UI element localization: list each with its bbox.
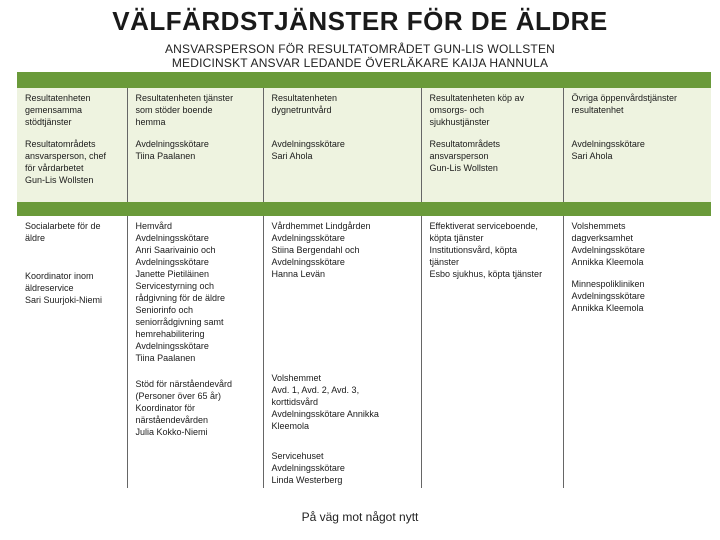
- unit-text: [272, 372, 417, 432]
- text-line: hemrehabilitering: [135, 329, 205, 339]
- responsible-text: [272, 138, 417, 162]
- text-line: Effektiverat serviceboende,: [429, 221, 538, 231]
- responsible-cell: [17, 134, 127, 202]
- text-line: Koordinator inom: [25, 271, 94, 281]
- text-line: Avdelningsskötare: [135, 139, 209, 149]
- text-line: Avdelningsskötare Annikka: [271, 409, 379, 419]
- text-line: Esbo sjukhus, köpta tjänster: [429, 269, 543, 279]
- text-line: stödtjänster: [25, 117, 72, 127]
- unit-text: [136, 220, 259, 364]
- units-cell: [421, 216, 563, 488]
- text-line: Sari Suurjoki-Niemi: [25, 295, 103, 305]
- text-line: Tiina Paalanen: [135, 151, 196, 161]
- text-line: Hanna Levän: [271, 269, 326, 279]
- text-line: ansvarsperson: [429, 151, 489, 161]
- header-cell-text: [25, 92, 123, 128]
- text-line: (Personer över 65 år): [135, 391, 222, 401]
- subtitle-line-2: MEDICINSKT ANSVAR LEDANDE ÖVERLÄKARE KAIJA HANNULA: [171, 56, 549, 70]
- footer-slogan: På väg mot något nytt: [301, 510, 419, 524]
- text-line: Minnespolikliniken: [571, 279, 645, 289]
- text-line: Gun-Lis Wollsten: [429, 163, 498, 173]
- responsible-cell: [563, 134, 711, 202]
- units-cell: [263, 216, 421, 488]
- unit-text: [136, 378, 259, 438]
- text-line: resultatenhet: [571, 105, 624, 115]
- text-line: hemma: [135, 117, 166, 127]
- text-line: Sari Ahola: [571, 151, 613, 161]
- units-cell: [563, 216, 711, 488]
- text-line: Avdelningsskötare: [271, 233, 345, 243]
- header-row: [17, 88, 711, 134]
- text-line: dygnetruntvård: [271, 105, 332, 115]
- text-line: Övriga öppenvårdstjänster: [571, 93, 678, 103]
- text-line: Avdelningsskötare: [271, 257, 345, 267]
- page-title: VÄLFÄRDSTJÄNSTER FÖR DE ÄLDRE: [112, 6, 608, 36]
- text-line: Resultatområdets: [429, 139, 501, 149]
- responsible-cell: [263, 134, 421, 202]
- text-line: Gun-Lis Wollsten: [25, 175, 94, 185]
- text-line: äldreservice: [25, 283, 74, 293]
- units-cell: [17, 216, 127, 488]
- text-line: köpta tjänster: [429, 233, 484, 243]
- responsible-text: [572, 138, 708, 162]
- text-line: Volshemmets: [571, 221, 626, 231]
- responsible-cell: [421, 134, 563, 202]
- top-band: [17, 72, 711, 88]
- text-line: Resultatenheten köp av: [429, 93, 525, 103]
- text-line: Janette Pietiläinen: [135, 269, 210, 279]
- text-line: Resultatenheten tjänster: [135, 93, 234, 103]
- responsible-row: [17, 134, 711, 202]
- text-line: Stiina Bergendahl och: [271, 245, 360, 255]
- unit-text: [572, 220, 708, 268]
- text-line: för vårdarbetet: [25, 163, 84, 173]
- org-table: [17, 72, 711, 488]
- text-line: omsorgs- och: [429, 105, 485, 115]
- text-line: seniorrådgivning samt: [135, 317, 224, 327]
- unit-text: [430, 220, 559, 280]
- text-line: Koordinator för: [135, 403, 196, 413]
- responsible-text: [25, 138, 123, 186]
- text-line: Servicehuset: [271, 451, 324, 461]
- responsible-text: [430, 138, 559, 174]
- header-cell: [421, 88, 563, 134]
- text-line: Annikka Kleemola: [571, 303, 644, 313]
- header-cell: [17, 88, 127, 134]
- text-line: korttidsvård: [271, 397, 319, 407]
- text-line: Avdelningsskötare: [571, 245, 645, 255]
- text-line: Kleemola: [271, 421, 310, 431]
- text-line: ansvarsperson, chef: [25, 151, 107, 161]
- unit-text: [272, 450, 417, 486]
- responsible-cell: [127, 134, 263, 202]
- text-line: Julia Kokko-Niemi: [135, 427, 208, 437]
- header-cell-text: [272, 92, 417, 116]
- header-cell-text: [136, 92, 259, 128]
- middle-band: [17, 202, 711, 216]
- text-line: sjukhustjänster: [429, 117, 490, 127]
- text-line: Servicestyrning och: [135, 281, 215, 291]
- units-cell: [127, 216, 263, 488]
- unit-text: [272, 220, 417, 358]
- text-line: Avdelningsskötare: [571, 291, 645, 301]
- unit-text: [572, 278, 708, 314]
- text-line: Linda Westerberg: [271, 475, 343, 485]
- responsible-text: [136, 138, 259, 162]
- text-line: Stöd för närståendevård: [135, 379, 233, 389]
- text-line: närståendevården: [135, 415, 209, 425]
- text-line: Tiina Paalanen: [135, 353, 196, 363]
- units-row: [17, 216, 711, 488]
- text-line: äldre: [25, 233, 46, 243]
- text-line: gemensamma: [25, 105, 83, 115]
- header-cell: [563, 88, 711, 134]
- text-line: tjänster: [429, 257, 460, 267]
- text-line: Volshemmet: [271, 373, 322, 383]
- text-line: Avdelningsskötare: [271, 463, 345, 473]
- text-line: Avdelningsskötare: [571, 139, 645, 149]
- text-line: Hemvård: [135, 221, 173, 231]
- text-line: Resultatenheten: [271, 93, 338, 103]
- text-line: Avdelningsskötare: [135, 257, 209, 267]
- header-cell: [127, 88, 263, 134]
- text-line: rådgivning för de äldre: [135, 293, 226, 303]
- text-line: Sari Ahola: [271, 151, 313, 161]
- header-cell-text: [430, 92, 559, 128]
- text-line: Avdelningsskötare: [271, 139, 345, 149]
- text-line: Seniorinfo och: [135, 305, 194, 315]
- text-line: Resultatenheten: [25, 93, 91, 103]
- unit-text: [25, 270, 123, 306]
- text-line: Avd. 1, Avd. 2, Avd. 3,: [271, 385, 360, 395]
- text-line: Resultatområdets: [25, 139, 96, 149]
- text-line: Vårdhemmet Lindgården: [271, 221, 371, 231]
- text-line: Socialarbete för de: [25, 221, 101, 231]
- text-line: Institutionsvård, köpta: [429, 245, 518, 255]
- unit-text: [25, 220, 123, 244]
- header-cell: [263, 88, 421, 134]
- text-line: som stöder boende: [135, 105, 213, 115]
- text-line: Avdelningsskötare: [135, 341, 209, 351]
- text-line: dagverksamhet: [571, 233, 634, 243]
- text-line: Avdelningsskötare: [135, 233, 209, 243]
- text-line: Annikka Kleemola: [571, 257, 644, 267]
- subtitle-line-1: ANSVARSPERSON FÖR RESULTATOMRÅDET GUN-LIS WOLLSTEN: [164, 42, 556, 56]
- header-cell-text: [572, 92, 708, 116]
- text-line: Anri Saarivainio och: [135, 245, 216, 255]
